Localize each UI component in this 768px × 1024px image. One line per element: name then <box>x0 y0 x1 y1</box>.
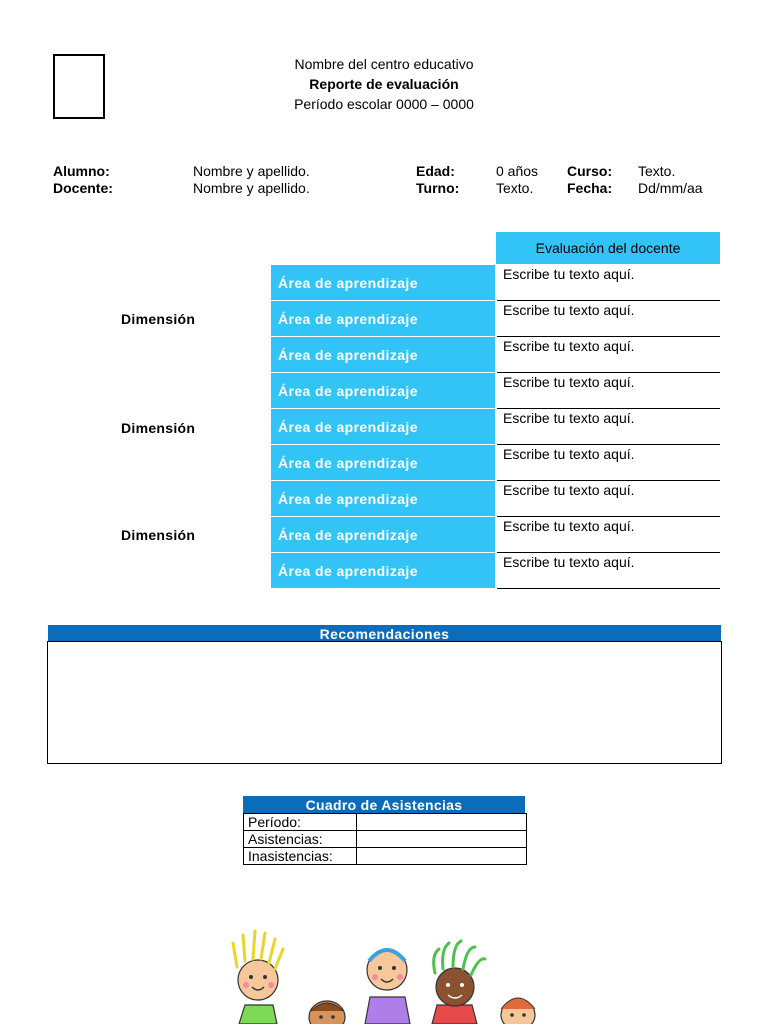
attendance-present-value[interactable] <box>357 831 527 848</box>
evaluation-text-cell[interactable]: Escribe tu texto aquí. <box>497 337 720 373</box>
child-figure <box>365 950 410 1024</box>
child-figure <box>501 998 535 1024</box>
evaluation-text-cell[interactable]: Escribe tu texto aquí. <box>497 301 720 337</box>
docente-label: Docente: <box>53 180 113 196</box>
evaluation-text-cell[interactable]: Escribe tu texto aquí. <box>497 409 720 445</box>
learning-area-cell: Área de aprendizaje <box>271 481 495 516</box>
learning-area-cell: Área de aprendizaje <box>271 337 495 372</box>
table-row <box>244 814 527 831</box>
dimension-separator <box>271 552 495 553</box>
recommendations-textbox[interactable] <box>47 641 722 764</box>
dimension-label: Dimensión <box>121 527 196 543</box>
child-figure <box>432 941 485 1024</box>
curso-label: Curso: <box>567 163 613 179</box>
table-row <box>244 831 527 848</box>
fecha-label: Fecha: <box>567 180 613 196</box>
turno-label: Turno: <box>416 180 460 196</box>
edad-label: Edad: <box>416 163 455 179</box>
attendance-table <box>243 813 527 865</box>
school-period: Período escolar 0000 – 0000 <box>294 96 474 112</box>
evaluation-text-cell[interactable]: Escribe tu texto aquí. <box>497 265 720 301</box>
edad-value[interactable]: 0 años <box>496 163 539 179</box>
evaluation-text-cell[interactable]: Escribe tu texto aquí. <box>497 445 720 481</box>
attendance-present-label: Asistencias: <box>244 831 357 848</box>
curso-value[interactable]: Texto. <box>638 163 676 179</box>
evaluation-text-cell[interactable]: Escribe tu texto aquí. <box>497 517 720 553</box>
attendance-period-label: Período: <box>244 814 357 831</box>
dimension-separator <box>271 408 495 409</box>
docente-value[interactable]: Nombre y apellido. <box>193 180 310 196</box>
attendance-absent-label: Inasistencias: <box>244 848 357 865</box>
evaluation-text-cell[interactable]: Escribe tu texto aquí. <box>497 373 720 409</box>
evaluation-text-cell[interactable]: Escribe tu texto aquí. <box>497 481 720 517</box>
learning-area-cell: Área de aprendizaje <box>271 517 495 552</box>
school-name: Nombre del centro educativo <box>294 56 474 72</box>
child-figure <box>309 1001 345 1024</box>
alumno-label: Alumno: <box>53 163 110 179</box>
learning-area-cell: Área de aprendizaje <box>271 409 495 444</box>
dimension-label: Dimensión <box>121 420 196 436</box>
attendance-absent-value[interactable] <box>357 848 527 865</box>
report-title: Reporte de evaluación <box>309 76 459 92</box>
evaluation-header: Evaluación del docente <box>496 232 720 264</box>
attendance-header: Cuadro de Asistencias <box>243 796 525 813</box>
child-figure <box>233 931 283 1024</box>
recommendations-header: Recomendaciones <box>48 625 721 642</box>
table-row <box>244 848 527 865</box>
alumno-value[interactable]: Nombre y apellido. <box>193 163 310 179</box>
learning-area-cell: Área de aprendizaje <box>271 265 495 300</box>
learning-area-cell: Área de aprendizaje <box>271 553 495 588</box>
fecha-value[interactable]: Dd/mm/aa <box>638 180 703 196</box>
attendance-period-value[interactable] <box>357 814 527 831</box>
evaluation-text-cell[interactable]: Escribe tu texto aquí. <box>497 553 720 589</box>
dimension-label: Dimensión <box>121 311 196 327</box>
learning-area-cell: Área de aprendizaje <box>271 445 495 480</box>
learning-area-cell: Área de aprendizaje <box>271 301 495 336</box>
learning-area-cell: Área de aprendizaje <box>271 373 495 408</box>
children-illustration <box>215 925 560 1024</box>
turno-value[interactable]: Texto. <box>496 180 534 196</box>
